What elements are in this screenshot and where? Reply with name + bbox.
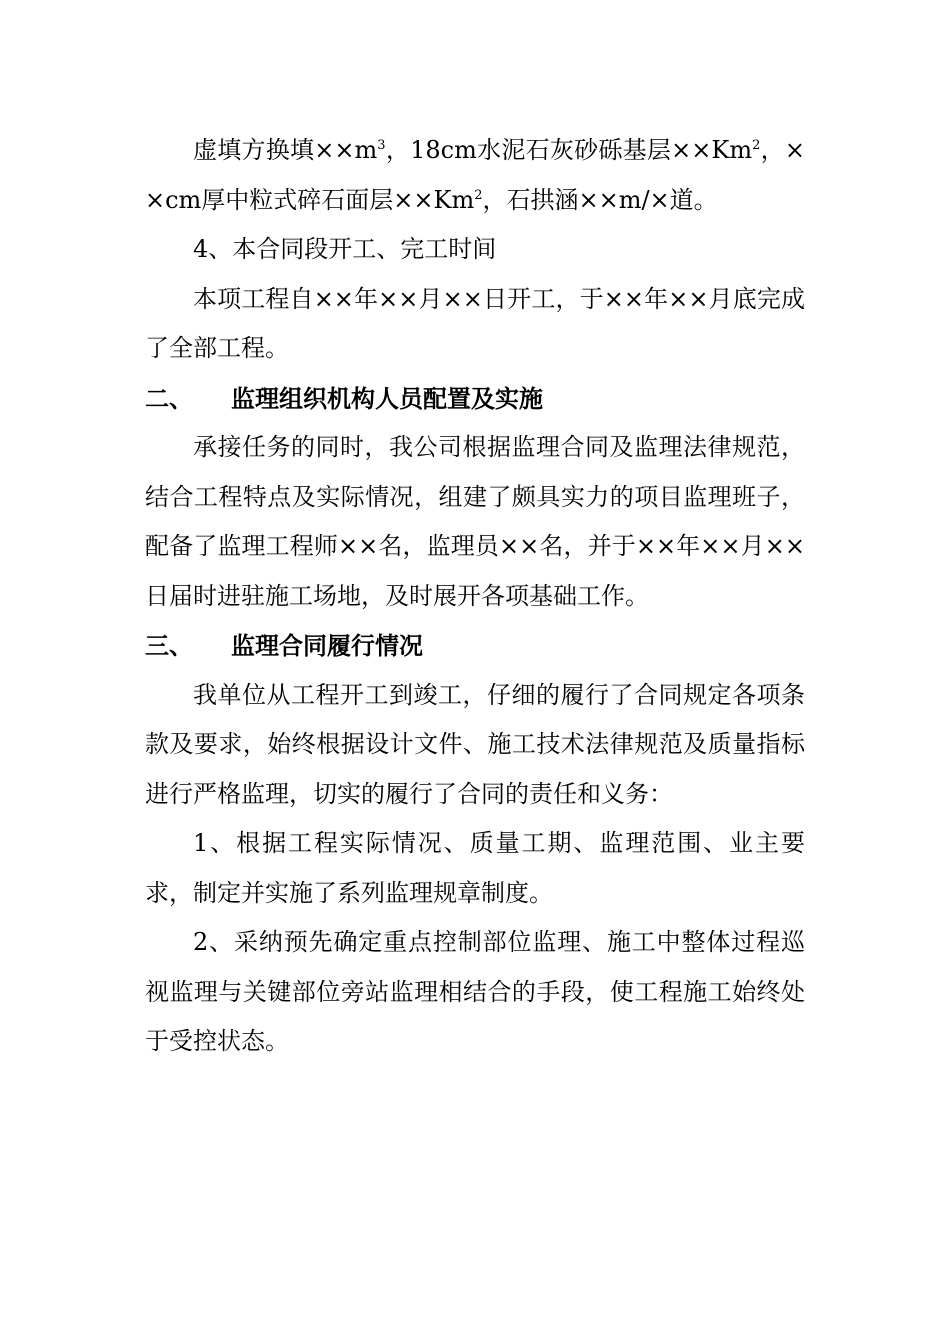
superscript-square: 2 bbox=[752, 138, 761, 153]
heading-number: 二、 bbox=[145, 383, 193, 413]
section-heading-3 bbox=[145, 621, 805, 671]
paragraph-organization: 承接任务的同时，我公司根据监理合同及监理法律规范，结合工程特点及实际情况，组建了颇具实力的项目监理班子，配备了监理工程师××名，监理员××名，并于××年××月××日届时进驻施工场地，及时展开各项基础工作。 bbox=[145, 433, 805, 610]
paragraph-item-1: 1、根据工程实际情况、质量工期、监理范围、业主要求，制定并实施了系列监理规章制度。 bbox=[145, 829, 805, 907]
paragraph-schedule-title: 4、本合同段开工、完工时间 bbox=[193, 235, 497, 263]
paragraph-schedule: 本项工程自××年××月××日开工，于××年××月底完成了全部工程。 bbox=[145, 284, 805, 362]
paragraph-quantities bbox=[145, 126, 805, 225]
paragraph-text: 虚填方换填××m bbox=[193, 136, 378, 164]
paragraph-item-2: 2、采纳预先确定重点控制部位监理、施工中整体过程巡视监理与关键部位旁站监理相结合的手段，使工程施工始终处于受控状态。 bbox=[145, 928, 805, 1055]
heading-number: 三、 bbox=[145, 631, 193, 660]
section-heading-2 bbox=[145, 374, 805, 424]
paragraph-text: ，18cm水泥石灰砂砾基层××Km bbox=[385, 136, 753, 164]
paragraph-contract-performance: 我单位从工程开工到竣工，仔细的履行了合同规定各项条款及要求，始终根据设计文件、施工技术法律规范及质量指标进行严格监理，切实的履行了合同的责任和义务： bbox=[145, 680, 805, 808]
document-body bbox=[145, 126, 805, 1067]
superscript-square: 2 bbox=[474, 187, 483, 203]
paragraph-text: ，石拱涵××m/×道。 bbox=[482, 185, 718, 214]
superscript-cubic: 3 bbox=[377, 138, 386, 153]
heading-title: 监理合同履行情况 bbox=[231, 631, 423, 660]
paragraph-text: ，××cm厚中粒式碎石面层××Km bbox=[145, 136, 805, 214]
heading-title: 监理组织机构人员配置及实施 bbox=[231, 383, 543, 413]
